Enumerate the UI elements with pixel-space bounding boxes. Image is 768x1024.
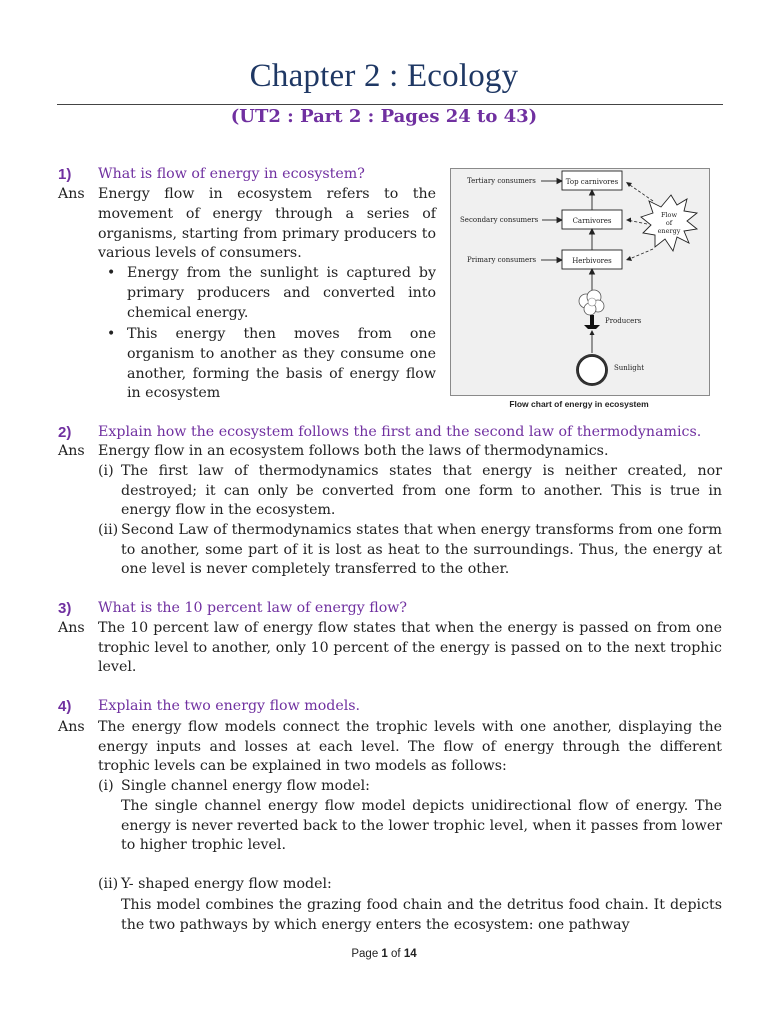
- answer-3-text: The 10 percent law of energy flow states that when the energy is passed on from one trophic level to another, only 10 percent of the energy is passed on to the next trophic level.: [98, 620, 722, 676]
- burst-label-line-2: of: [665, 219, 673, 227]
- burst-label-line-1: Flow: [660, 211, 678, 219]
- answer-1-bullet-2: This energy then moves from one organism to another as they consume one another, forming the basis of energy flow in ecosystem: [127, 326, 436, 402]
- question-1-text: What is flow of energy in ecosystem?: [98, 166, 365, 182]
- chapter-subtitle: (UT2 : Part 2 : Pages 24 to 43): [230, 106, 538, 127]
- answer-2-item-1-label: (i): [98, 463, 114, 479]
- producers-label: Producers: [605, 317, 642, 325]
- answer-2-item-2-text: Second Law of thermodynamics states that when energy transforms from one form to another, some part of it is lost as heat to the surroundings. Thus, the energy at one level is never completely transferred to the other.: [121, 522, 722, 578]
- up-arrow-icon: [590, 190, 595, 293]
- page-footer: [0, 948, 768, 960]
- top-carnivores-label: Top carnivores: [565, 178, 619, 186]
- secondary-consumers-label: Secondary consumers: [460, 216, 539, 224]
- question-4-text: Explain the two energy flow models.: [98, 698, 361, 714]
- total-pages: 14: [403, 948, 417, 960]
- sun-icon: [576, 354, 608, 386]
- page-of: of: [391, 948, 401, 960]
- sunlight-label: Sunlight: [614, 364, 645, 372]
- answer-4-item-1-label: (i): [98, 778, 114, 794]
- carnivores-label: Carnivores: [572, 217, 612, 225]
- answer-2-item-2-label: (ii): [98, 522, 119, 538]
- bullet-marker: •: [107, 326, 116, 342]
- answer-4-item-2-label: (ii): [98, 876, 119, 892]
- answer-1-text: Energy flow in ecosystem refers to the movement of energy through a series of organisms, starting from primary producers to various levels of consumers.: [98, 186, 436, 262]
- answer-4-item-1-heading: Single channel energy flow model:: [121, 778, 370, 794]
- answer-4-item-2-heading: Y- shaped energy flow model:: [121, 876, 332, 892]
- answer-2-item-1-text: The first law of thermodynamics states that energy is neither created, nor destroyed; it can only be converted from one form to another. This is true in energy flow in the ecosystem.: [121, 463, 722, 519]
- answer-4-item-1-text: The single channel energy flow model depicts unidirectional flow of energy. The energy is never reverted back to the lower trophic level, when it passes from lower to higher trophic level.: [121, 798, 722, 854]
- question-3-text: What is the 10 percent law of energy flow?: [98, 600, 408, 616]
- label-arrow-icon: [541, 179, 562, 263]
- question-1-number: 1): [58, 166, 72, 183]
- figure-caption: Flow chart of energy in ecosystem: [509, 399, 649, 409]
- answer-1-bullet-1: Energy from the sunlight is captured by primary producers and converted into chemical energy.: [127, 265, 436, 321]
- answer-4-label: Ans: [58, 719, 85, 735]
- chapter-title: Chapter 2 : Ecology: [249, 58, 519, 94]
- answer-3-label: Ans: [58, 620, 85, 636]
- bullet-marker: •: [107, 265, 116, 281]
- herbivores-label: Herbivores: [572, 257, 612, 265]
- question-2-number: 2): [58, 424, 72, 441]
- burst-label-line-3: energy: [657, 227, 681, 235]
- energy-flow-figure: [450, 168, 710, 396]
- answer-2-text: Energy flow in an ecosystem follows both the laws of thermodynamics.: [98, 443, 609, 459]
- tree-icon: [579, 290, 604, 329]
- question-4-number: 4): [58, 698, 72, 715]
- tertiary-consumers-label: Tertiary consumers: [467, 177, 536, 185]
- title-divider: [57, 104, 723, 105]
- answer-1-label: Ans: [58, 186, 85, 202]
- question-2-text: Explain how the ecosystem follows the first and the second law of thermodynamics.: [98, 424, 702, 440]
- answer-4-item-2-text: This model combines the grazing food chain and the detritus food chain. It depicts the two pathways by which energy enters the ecosystem: one pathway: [121, 897, 722, 933]
- answer-4-text: The energy flow models connect the trophic levels with one another, displaying the energy inputs and losses at each level. The flow of energy through the different trophic levels can be explained in two models as follows:: [98, 719, 722, 775]
- current-page: 1: [381, 948, 388, 960]
- question-3-number: 3): [58, 600, 72, 617]
- page-prefix: Page: [351, 948, 379, 960]
- answer-2-label: Ans: [58, 443, 85, 459]
- primary-consumers-label: Primary consumers: [467, 256, 537, 264]
